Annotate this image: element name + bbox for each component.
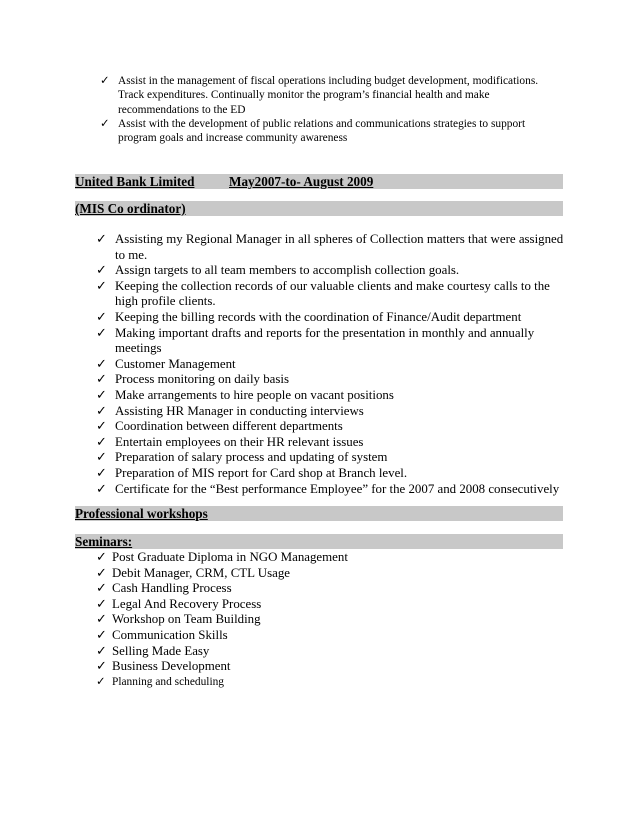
list-item	[96, 566, 516, 582]
checkmark-icon: ✓	[96, 643, 107, 658]
checkmark-icon: ✓	[96, 550, 107, 564]
bullet-text: Business Development	[112, 659, 231, 674]
bullet-text: Assisting my Regional Manager in all spheres of Collection matters that were assigned to me.	[115, 232, 564, 262]
checkmark-icon: ✓	[96, 434, 107, 449]
bullet-text: Workshop on Team Building	[112, 612, 261, 627]
list-item	[96, 388, 566, 404]
checkmark-icon: ✓	[96, 309, 107, 324]
checkmark-icon: ✓	[96, 278, 107, 293]
checkmark-icon: ✓	[96, 481, 107, 496]
checkmark-icon: ✓	[100, 117, 110, 130]
checkmark-icon: ✓	[96, 387, 107, 402]
list-item	[96, 628, 516, 644]
bullet-text: Certificate for the “Best performance Employee” for the 2007 and 2008 consecutively	[115, 481, 560, 496]
bullet-text: Preparation of MIS report for Card shop at Branch level.	[115, 465, 408, 480]
bullet-text: Assist in the management of fiscal operations including budget development, modifications. Track expenditures. Continually monitor the program’s financial health and make recommendations to the ED	[118, 75, 539, 116]
list-item	[96, 581, 516, 597]
bullet-text: Preparation of salary process and updating of system	[115, 450, 388, 465]
list-item	[96, 550, 516, 566]
list-item	[96, 357, 566, 373]
list-item	[96, 263, 566, 279]
bullet-text: Post Graduate Diploma in NGO Management	[112, 550, 348, 564]
mis-duties-list	[96, 232, 566, 497]
list-item	[96, 466, 566, 482]
list-item	[96, 450, 566, 466]
seminars-header	[75, 534, 563, 549]
workshops-header	[75, 506, 563, 521]
list-item	[96, 435, 566, 451]
list-item	[96, 482, 566, 498]
bullet-text: Debit Manager, CRM, CTL Usage	[112, 565, 291, 580]
list-item	[96, 644, 516, 660]
bullet-text: Process monitoring on daily basis	[115, 372, 290, 387]
checkmark-icon: ✓	[96, 450, 107, 465]
bullet-text: Legal And Recovery Process	[112, 596, 262, 611]
checkmark-icon: ✓	[96, 675, 106, 688]
seminars-heading: Seminars:	[75, 534, 133, 549]
list-item	[96, 279, 566, 310]
bullet-text: Keeping the billing records with the coordination of Finance/Audit department	[115, 309, 522, 324]
job-header	[75, 174, 563, 189]
workshops-heading: Professional workshops	[75, 506, 208, 521]
list-item	[96, 419, 566, 435]
list-item	[96, 659, 516, 675]
bullet-text: Keeping the collection records of our valuable clients and make courtesy calls to the high profile clients.	[115, 278, 550, 309]
bullet-text: Assisting HR Manager in conducting interviews	[115, 403, 364, 418]
responsibilities-list	[100, 74, 560, 145]
checkmark-icon: ✓	[96, 465, 107, 480]
bullet-text: Cash Handling Process	[112, 581, 232, 596]
seminars-list	[96, 550, 516, 690]
bullet-text: Selling Made Easy	[112, 643, 210, 658]
bullet-text: Assign targets to all team members to accomplish collection goals.	[115, 263, 460, 278]
bullet-text: Customer Management	[115, 356, 236, 371]
job-title: (MIS Co ordinator)	[75, 201, 186, 216]
list-item	[96, 310, 566, 326]
bullet-text: Communication Skills	[112, 627, 228, 642]
company-name: United Bank Limited	[75, 174, 195, 189]
bullet-text: Make arrangements to hire people on vacant positions	[115, 387, 394, 402]
list-item	[96, 675, 516, 691]
list-item	[96, 232, 566, 263]
checkmark-icon: ✓	[96, 627, 107, 642]
bullet-text: Coordination between different departments	[115, 419, 343, 434]
list-item	[100, 117, 560, 146]
checkmark-icon: ✓	[96, 356, 107, 371]
checkmark-icon: ✓	[96, 232, 107, 246]
bullet-text: Making important drafts and reports for the presentation in monthly and annually meetings	[115, 325, 535, 356]
checkmark-icon: ✓	[96, 325, 107, 340]
checkmark-icon: ✓	[96, 263, 107, 278]
checkmark-icon: ✓	[96, 659, 107, 674]
bullet-text: Entertain employees on their HR relevant issues	[115, 434, 364, 449]
list-item	[96, 372, 566, 388]
bullet-text: Assist with the development of public relations and communications strategies to support program goals and increase community awareness	[118, 117, 526, 145]
checkmark-icon: ✓	[96, 565, 107, 580]
checkmark-icon: ✓	[100, 75, 110, 87]
job-title-header	[75, 201, 563, 216]
job-dates: May2007-to- August 2009	[229, 174, 374, 189]
list-item	[96, 597, 516, 613]
list-item	[96, 404, 566, 420]
checkmark-icon: ✓	[96, 581, 107, 596]
checkmark-icon: ✓	[96, 403, 107, 418]
checkmark-icon: ✓	[96, 419, 107, 434]
list-item	[100, 74, 560, 117]
list-item	[96, 612, 516, 628]
checkmark-icon: ✓	[96, 372, 107, 387]
bullet-text: Planning and scheduling	[112, 675, 224, 688]
list-item	[96, 326, 566, 357]
checkmark-icon: ✓	[96, 612, 107, 627]
checkmark-icon: ✓	[96, 596, 107, 611]
